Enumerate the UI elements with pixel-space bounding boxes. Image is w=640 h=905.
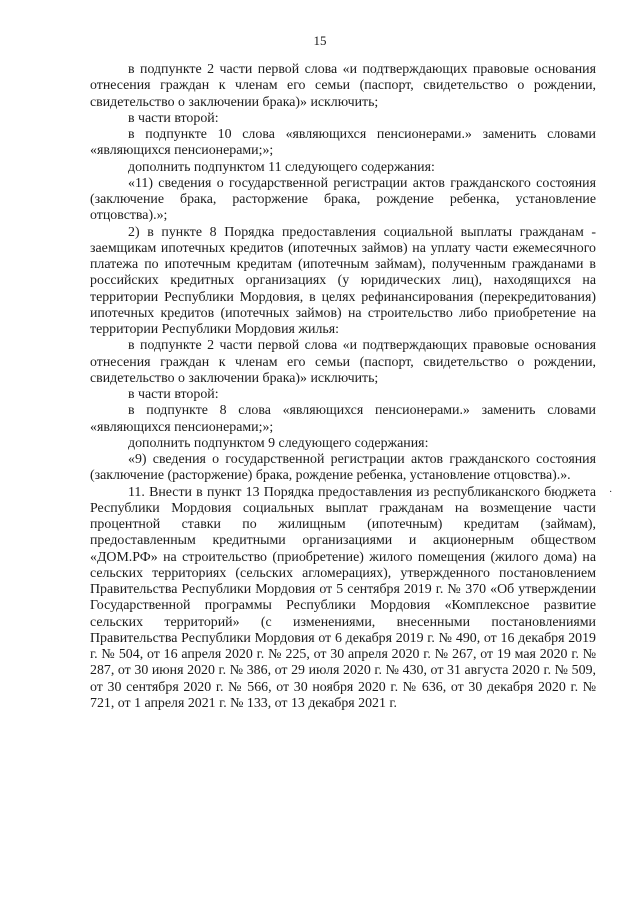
paragraph: «9) сведения о государственной регистрации актов гражданского состояния (заключение (расторжение) брака, рождение ребенка, установление отцовства).». [90,452,596,484]
paragraph: в части второй: [128,387,219,402]
document-body [90,62,596,712]
paragraph: дополнить подпунктом 9 следующего содержания: [128,435,429,451]
paragraph: 11. Внести в пункт 13 Порядка предоставления из республиканского бюджета Республики Мордовия социальных выплат гражданам на возмещение части процентной ставки по жилищным (ипотечным) кредитам (займам), предоставленным кредитными организациями и акционерным обществом «ДОМ.РФ» на строительство (приобретение) жилого помещения (жилого дома) на сельских территориях (сельских агломерациях), утвержденного постановлением Правительства Республики Мордовия от 5 сентября 2019 г. № 370 «Об утверждении Государственной программы Республики Мордовия «Комплексное развитие сельских территорий» (с изменениями, внесенными постановлениями Правительства Республики Мордовия от 6 декабря 2019 г. № 490, от 16 декабря 2019 г. № 504, от 16 апреля 2020 г. № 225, от 30 апреля 2020 г. № 267, от 19 мая 2020 г. № 287, от 30 июня 2020 г. № 386, от 29 июля 2020 г. № 430, от 31 августа 2020 г. № 509, от 30 сентября 2020 г. № 566, от 30 ноября 2020 г. № 636, от 30 декабря 2020 г. № 721, от 1 апреля 2021 г. № 133, от 13 декабря 2021 г. [90,484,596,711]
margin-mark: · [609,487,613,498]
paragraph: дополнить подпунктом 11 следующего содержания: [128,159,435,175]
paragraph: в подпункте 2 части первой слова «и подтверждающих правовые основания отнесения граждан к членам его семьи (паспорт, свидетельство о рождении, свидетельство о заключении брака)» исключить; [90,338,596,386]
page-number: 15 [313,33,327,48]
paragraph: «11) сведения о государственной регистрации актов гражданского состояния (заключение брака, расторжение брака, рождение ребенка, установление отцовства).»; [90,175,596,224]
paragraph: в подпункте 8 слова «являющихся пенсионерами.» заменить словами «являющихся пенсионерами;»; [90,403,596,435]
paragraph: в подпункте 10 слова «являющихся пенсионерами.» заменить словами «являющихся пенсионерами;»; [90,127,596,159]
paragraph: в подпункте 2 части первой слова «и подтверждающих правовые основания отнесения граждан к членам его семьи (паспорт, свидетельство о рождении, свидетельство о заключении брака)» исключить; [90,62,596,110]
paragraph: 2) в пункте 8 Порядка предоставления социальной выплаты гражданам - заемщикам ипотечных кредитов (ипотечных займов) на уплату части ежемесячного платежа по ипотечным кредитам (ипотечным займам), полученным гражданами в российских кредитных организациях (у юридических лиц), находящихся на территории Республики Мордовия, в целях рефинансирования (перекредитования) ипотечных кредитов (ипотечных займов) на строительство либо приобретение на территории Республики Мордовия жилья: [90,224,596,337]
paragraph: в части второй: [128,110,219,126]
